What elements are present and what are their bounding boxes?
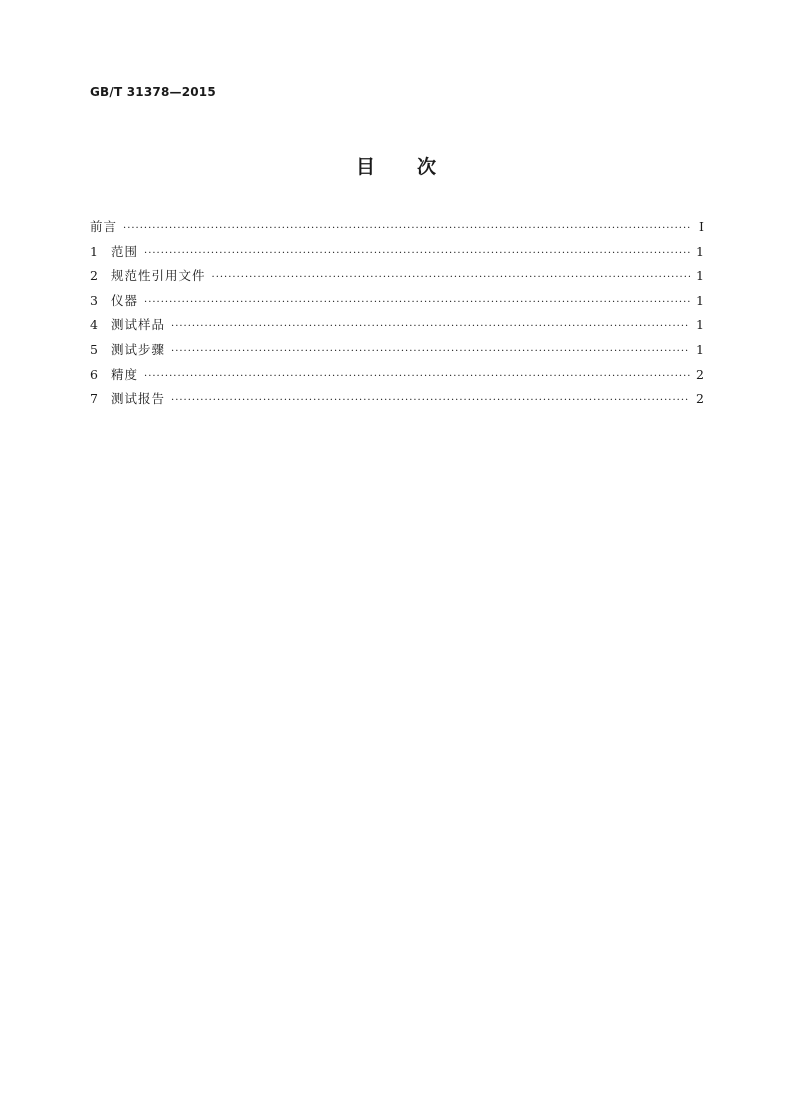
toc-entry-apparatus[interactable] [90,291,704,316]
toc-entry-page: 1 [696,341,704,357]
toc-entry-number: 1 [90,243,98,259]
toc-entry-label: 规范性引用文件 [111,268,206,284]
toc-entry-number: 4 [90,317,98,333]
toc-entry-page: Ⅰ [699,219,704,234]
toc-leader-dots [123,219,690,239]
toc-leader-dots [144,293,690,313]
toc-leader-dots [144,367,690,387]
toc-entry-number: 3 [90,292,98,308]
toc-entry-page: 1 [696,243,704,259]
toc-leader-dots [171,317,690,337]
toc-entry-label: 精度 [111,366,139,382]
toc-entry-test-report[interactable] [90,389,704,414]
toc-entry-test-procedure[interactable] [90,340,704,365]
toc-title-part1: 目 [355,156,375,178]
toc-entry-label: 仪器 [111,292,139,308]
toc-entry-preface[interactable] [90,217,704,242]
toc-title [0,152,792,179]
toc-entry-label: 前言 [90,219,118,234]
toc-entry-precision[interactable] [90,365,704,390]
toc-entry-label: 范围 [111,243,139,259]
toc-entry-label: 测试步骤 [111,341,166,357]
toc-entry-scope[interactable] [90,242,704,267]
toc-entry-page: 2 [696,391,704,407]
toc-entry-number: 5 [90,341,98,357]
toc-leader-dots [171,342,690,362]
toc-entry-number: 6 [90,366,98,382]
toc-entry-label: 测试样品 [111,317,166,333]
toc-entry-page: 1 [696,292,704,308]
toc-entry-page: 1 [696,268,704,284]
toc-leader-dots [212,268,690,288]
toc-entry-number: 2 [90,268,98,284]
toc-entry-page: 1 [696,317,704,333]
toc-title-part2: 次 [417,156,437,178]
toc-leader-dots [144,244,690,264]
toc-leader-dots [171,391,690,411]
toc-entry-test-sample[interactable] [90,315,704,340]
standard-code: GB/T 31378—2015 [90,85,216,99]
toc-entry-label: 测试报告 [111,391,166,407]
toc-entry-normative-references[interactable] [90,266,704,291]
toc-entry-number: 7 [90,391,98,407]
toc-list [90,217,704,414]
toc-entry-page: 2 [696,366,704,382]
